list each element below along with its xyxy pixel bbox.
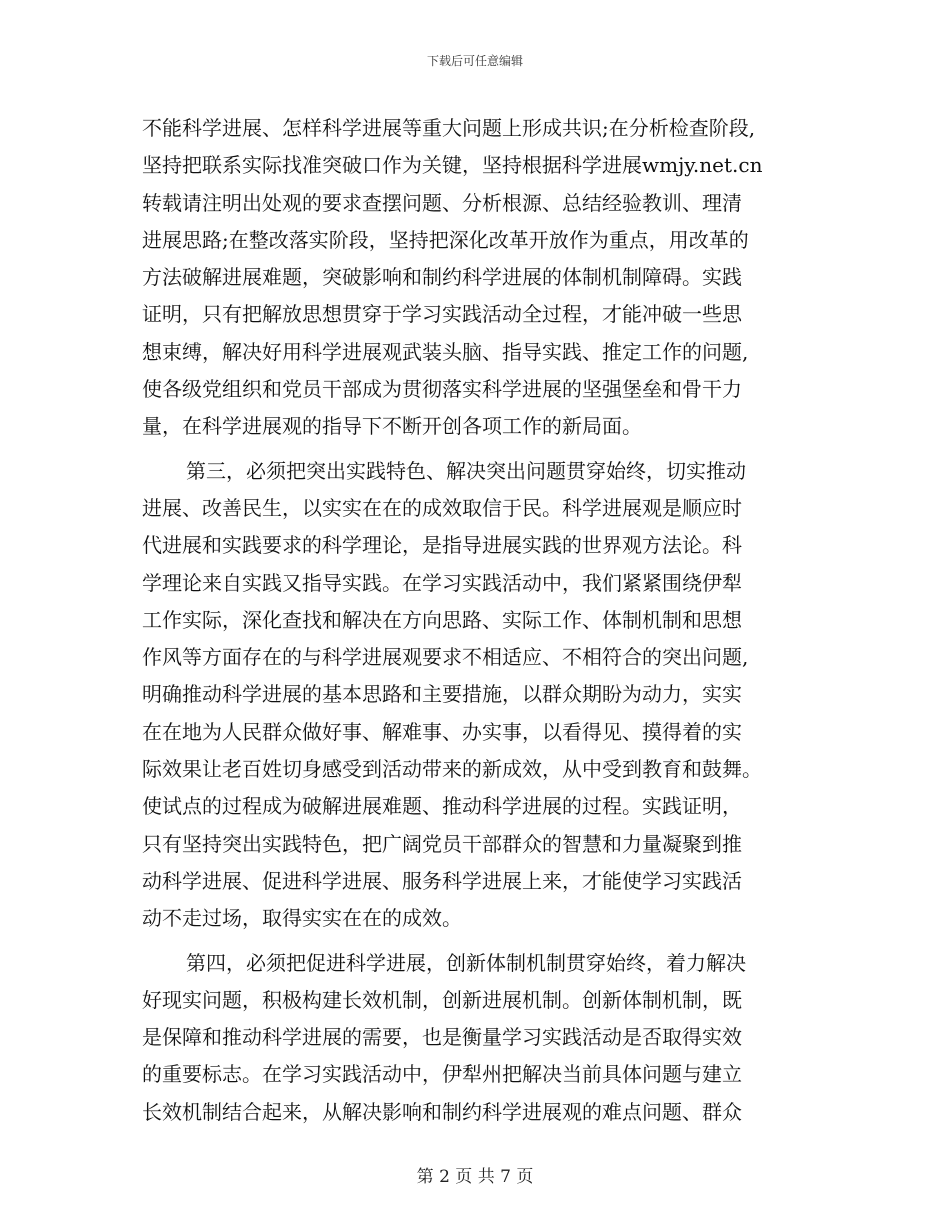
text-line: 代进展和实践要求的科学理论，是指导进展实践的世界观方法论。科 <box>142 533 742 558</box>
text-line: 只有坚持突出实践特色，把广阔党员干部群众的智慧和力量凝聚到推 <box>142 831 742 856</box>
paragraph <box>142 110 812 446</box>
text-line: 证明，只有把解放思想贯穿于学习实践活动全过程，才能冲破一些思 <box>142 302 742 327</box>
paragraph-gap <box>142 446 812 453</box>
text-line: 转载请注明出处观的要求查摆问题、分析根源、总结经验教训、理清 <box>142 190 742 215</box>
text-line: 使试点的过程成为破解进展难题、推动科学进展的过程。实践证明， <box>142 794 742 819</box>
text-line: 在在地为人民群众做好事、解难事、办实事，以看得见、摸得着的实 <box>142 719 742 744</box>
text-line: 作风等方面存在的与科学进展观要求不相适应、不相符合的突出问题, <box>142 645 749 670</box>
text-line: 量，在科学进展观的指导下不断开创各项工作的新局面。 <box>142 414 642 439</box>
text-line: 进展、改善民生，以实实在在的成效取信于民。科学进展观是顺应时 <box>142 495 742 520</box>
text-line: 明确推动科学进展的基本思路和主要措施，以群众期盼为动力，实实 <box>142 682 742 707</box>
text-line: 坚持把联系实际找准突破口作为关键，坚持根据科学进展wmjy.net.cn <box>142 153 763 178</box>
paragraph <box>142 945 812 1131</box>
text-line: 不能科学进展、怎样科学进展等重大问题上形成共识;在分析检查阶段, <box>142 116 756 140</box>
text-line: 工作实际，深化查找和解决在方向思路、实际工作、体制机制和思想 <box>142 607 742 632</box>
page-header: 下载后可任意编辑 <box>426 54 523 68</box>
document-body <box>142 110 812 1131</box>
text-line: 进展思路;在整改落实阶段，坚持把深化改革开放作为重点，用改革的 <box>142 227 749 252</box>
text-line: 好现实问题，积极构建长效机制，创新进展机制。创新体制机制，既 <box>142 987 742 1012</box>
text-line: 想束缚，解决好用科学进展观武装头脑、指导实践、推定工作的问题, <box>142 339 749 364</box>
paragraph <box>142 453 812 938</box>
text-line: 长效机制结合起来，从解决影响和制约科学进展观的难点问题、群众 <box>142 1099 742 1124</box>
paragraph-gap <box>142 938 812 945</box>
text-line: 的重要标志。在学习实践活动中，伊犁州把解决当前具体问题与建立 <box>142 1062 742 1087</box>
text-line: 是保障和推动科学进展的需要，也是衡量学习实践活动是否取得实效 <box>142 1025 742 1050</box>
text-line: 第四，必须把促进科学进展，创新体制机制贯穿始终，着力解决 <box>186 950 746 975</box>
text-line: 方法破解进展难题，突破影响和制约科学进展的体制机制障碍。实践 <box>142 265 742 290</box>
text-line: 动科学进展、促进科学进展、服务科学进展上来，才能使学习实践活 <box>142 868 742 893</box>
text-line: 际效果让老百姓切身感受到活动带来的新成效，从中受到教育和鼓舞。 <box>142 757 762 782</box>
text-line: 学理论来自实践又指导实践。在学习实践活动中，我们紧紧围绕伊犁 <box>142 570 742 595</box>
text-line: 第三，必须把突出实践特色、解决突出问题贯穿始终，切实推动 <box>186 458 746 483</box>
text-line: 使各级党组织和党员干部成为贯彻落实科学进展的坚强堡垒和骨干力 <box>142 377 742 402</box>
page-footer: 第 2 页 共 7 页 <box>416 1167 534 1187</box>
text-line: 动不走过场，取得实实在在的成效。 <box>142 906 462 931</box>
